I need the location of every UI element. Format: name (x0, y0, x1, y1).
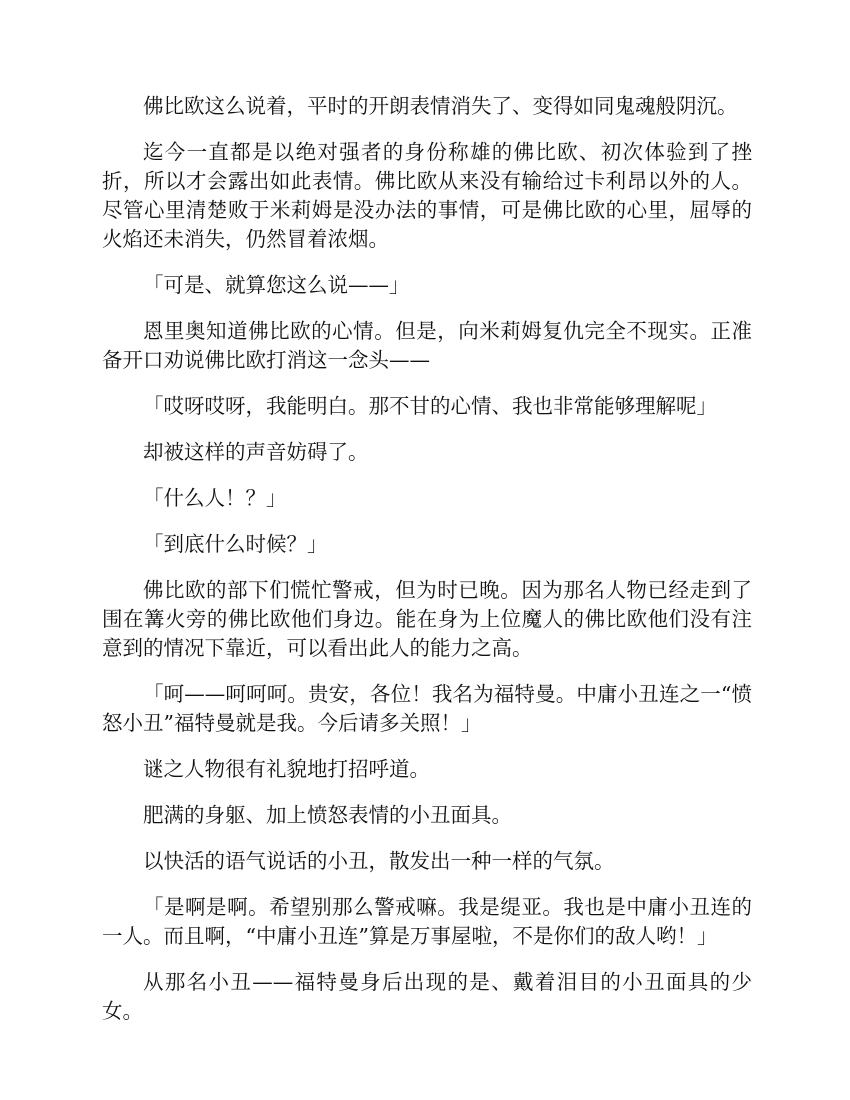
paragraph-5: 「哎呀哎呀，我能明白。那不甘的心情、我也非常能够理解呢」 (143, 394, 717, 418)
paragraph-6: 却被这样的声音妨碍了。 (143, 440, 369, 464)
paragraph-9: 佛比欧的部下们慌忙警戒，但为时已晚。因为那名人物已经走到了围在篝火旁的佛比欧他们身边。能在身为上位魔人的佛比欧他们没有注意到的情况下靠近，可以看出此人的能力之高。 (102, 578, 752, 660)
paragraph-4: 恩里奥知道佛比欧的心情。但是，向米莉姆复仇完全不现实。正准备开口劝说佛比欧打消这一念头—— (102, 319, 752, 372)
paragraph-12: 肥满的身躯、加上愤怒表情的小丑面具。 (143, 803, 512, 827)
paragraph-15: 从那名小丑——福特曼身后出现的是、戴着泪目的小丑面具的少女。 (102, 970, 752, 1023)
paragraph-10: 「呵——呵呵呵。贵安，各位！我名为福特曼。中庸小丑连之一“愤怒小丑”福特曼就是我。今后请多关照！」 (102, 682, 752, 735)
paragraph-2: 迄今一直都是以绝对强者的身份称雄的佛比欧、初次体验到了挫折，所以才会露出如此表情。佛比欧从来没有输给过卡利昂以外的人。尽管心里清楚败于米莉姆是没办法的事情，可是佛比欧的心里，屈辱的火焰还未消失，仍然冒着浓烟。 (102, 140, 752, 251)
paragraph-3: 「可是、就算您这么说——」 (143, 273, 410, 297)
paragraph-11: 谜之人物很有礼貌地打招呼道。 (143, 757, 430, 781)
paragraph-8: 「到底什么时候？」 (143, 532, 328, 556)
paragraph-13: 以快活的语气说话的小丑，散发出一种一样的气氛。 (143, 849, 615, 873)
paragraph-7: 「什么人！？」 (143, 486, 287, 510)
paragraph-1: 佛比欧这么说着，平时的开朗表情消失了、变得如同鬼魂般阴沉。 (143, 94, 738, 118)
paragraph-14: 「是啊是啊。希望别那么警戒嘛。我是缇亚。我也是中庸小丑连的一人。而且啊，“中庸小丑连”算是万事屋啦，不是你们的敌人哟！」 (102, 895, 752, 948)
document-page (102, 92, 752, 1043)
